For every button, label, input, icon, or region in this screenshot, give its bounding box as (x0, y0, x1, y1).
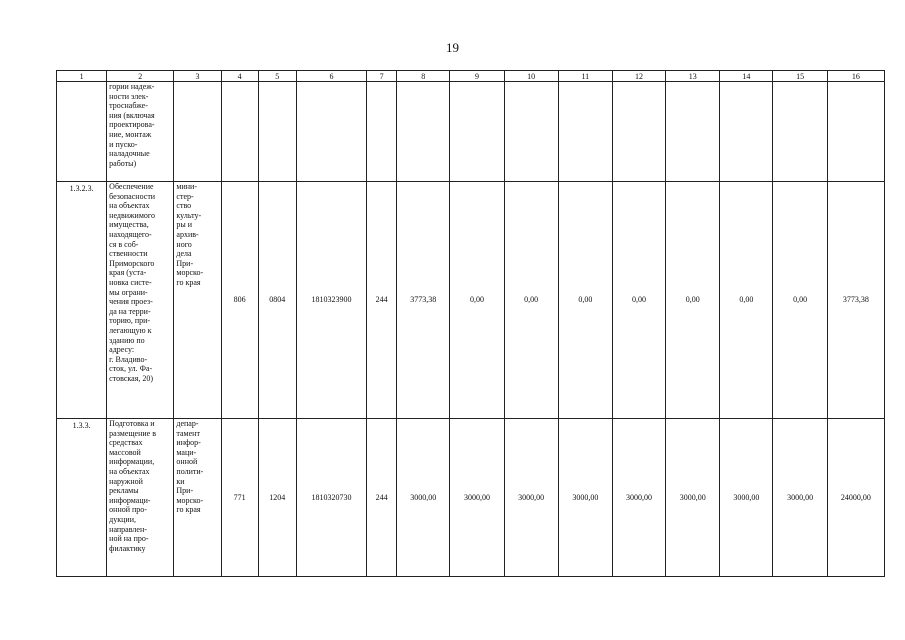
column-header: 13 (666, 71, 720, 82)
table-cell: 3000,00 (504, 419, 558, 577)
table-cell: 0,00 (450, 182, 504, 419)
table-cell: 771 (221, 419, 258, 577)
table-cell (773, 82, 827, 182)
table-cell (612, 82, 665, 182)
table-cell (367, 82, 397, 182)
table-cell (558, 82, 612, 182)
column-header: 10 (504, 71, 558, 82)
executor-name: депар- тамент инфор- маци- онной полити- ки При- морско- го края (174, 419, 221, 577)
row-number: 1.3.2.3. (57, 182, 107, 419)
table-cell: 3000,00 (612, 419, 665, 577)
table-cell: 24000,00 (827, 419, 884, 577)
executor-name (174, 82, 221, 182)
column-header: 6 (296, 71, 366, 82)
column-header: 12 (612, 71, 665, 82)
table-cell: 3000,00 (773, 419, 827, 577)
table-cell: 3000,00 (397, 419, 450, 577)
table-cell (258, 82, 296, 182)
column-header: 15 (773, 71, 827, 82)
column-header: 14 (720, 71, 773, 82)
table-cell: 3000,00 (666, 419, 720, 577)
table-cell: 0,00 (558, 182, 612, 419)
row-number: 1.3.3. (57, 419, 107, 577)
table-cell: 1810320730 (296, 419, 366, 577)
table-cell: 1204 (258, 419, 296, 577)
budget-table (56, 70, 885, 577)
column-header: 16 (827, 71, 884, 82)
column-header: 7 (367, 71, 397, 82)
table-row (57, 182, 885, 419)
table-cell: 3000,00 (720, 419, 773, 577)
table-row (57, 419, 885, 577)
table-cell (397, 82, 450, 182)
table-cell (666, 82, 720, 182)
table-cell: 3000,00 (450, 419, 504, 577)
header-row (57, 71, 885, 82)
column-header: 2 (107, 71, 174, 82)
table-cell: 0,00 (773, 182, 827, 419)
measure-name: Подготовка и размещение в средствах массовой информации, на объектах наружной рекламы информаци- онной про- дукции, направлен- ной на про- филактику (107, 419, 174, 577)
table-cell (827, 82, 884, 182)
table-cell: 3773,38 (827, 182, 884, 419)
column-header: 4 (221, 71, 258, 82)
column-header: 11 (558, 71, 612, 82)
table-cell: 1810323900 (296, 182, 366, 419)
table-cell: 3000,00 (558, 419, 612, 577)
table-cell: 0,00 (720, 182, 773, 419)
table-cell: 0,00 (612, 182, 665, 419)
page-number: 19 (446, 40, 459, 55)
table-cell (221, 82, 258, 182)
table-cell: 0,00 (666, 182, 720, 419)
column-header: 5 (258, 71, 296, 82)
table-cell (450, 82, 504, 182)
column-header: 8 (397, 71, 450, 82)
measure-name: Обеспечение безопасности на объектах недвижимого имущества, находящего- ся в соб- ственности Приморского края (уста- новка систе- мы ограни- чения проез- да на терри- торию, при- легающую к зданию по адресу: г. Владиво- сток, ул. Фа- стовская, 20) (107, 182, 174, 419)
table-cell: 0,00 (504, 182, 558, 419)
column-header: 3 (174, 71, 221, 82)
table-cell: 244 (367, 419, 397, 577)
table-cell: 806 (221, 182, 258, 419)
table-cell: 244 (367, 182, 397, 419)
table-cell (720, 82, 773, 182)
table-cell: 0804 (258, 182, 296, 419)
row-number (57, 82, 107, 182)
column-header: 9 (450, 71, 504, 82)
table-row (57, 82, 885, 182)
measure-name: гории надеж- ности элек- троснабже- ния (включая проектирова- ние, монтаж и пуско- наладочные работы) (107, 82, 174, 182)
table-cell (504, 82, 558, 182)
executor-name: мини- стер- ство культу- ры и архив- ного дела При- морско- го края (174, 182, 221, 419)
column-header: 1 (57, 71, 107, 82)
table-cell (296, 82, 366, 182)
table-cell: 3773,38 (397, 182, 450, 419)
